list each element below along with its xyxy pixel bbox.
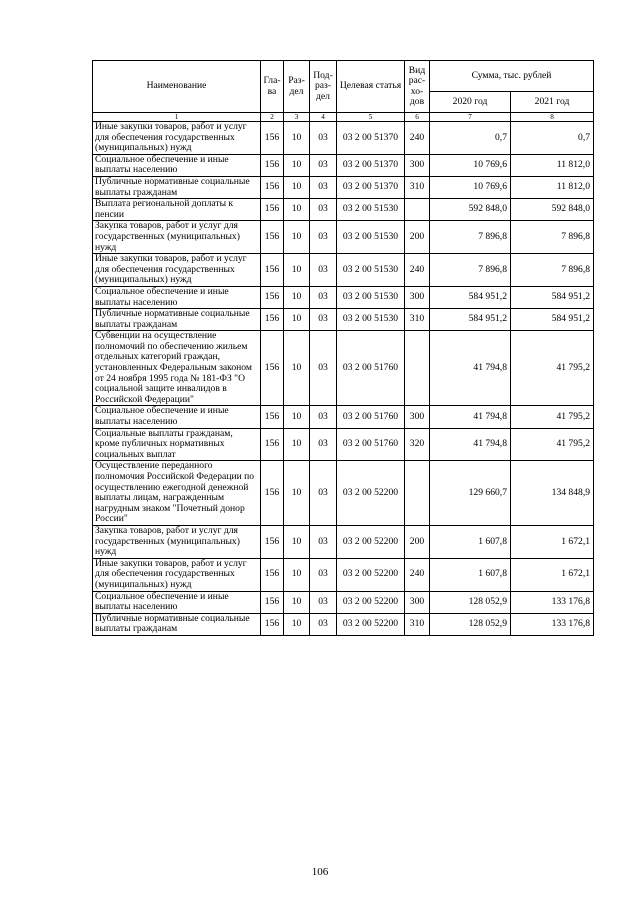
row-target: 03 2 00 52200 — [337, 613, 405, 635]
row-section: 10 — [284, 176, 310, 198]
row-target: 03 2 00 51530 — [337, 254, 405, 287]
row-expense-type: 320 — [405, 428, 430, 461]
row-section: 10 — [284, 331, 310, 406]
row-name: Иные закупки товаров, работ и услуг для обеспечения государственных (муниципальных) нужд — [93, 254, 261, 287]
row-subsection: 03 — [310, 286, 337, 308]
row-amount-2020: 7 896,8 — [430, 221, 511, 254]
row-chapter: 156 — [261, 254, 284, 287]
row-name: Социальное обеспечение и иные выплаты населению — [93, 286, 261, 308]
header-expense-type: Вид рас-хо-дов — [405, 61, 430, 113]
row-subsection: 03 — [310, 199, 337, 221]
row-expense-type: 300 — [405, 591, 430, 613]
column-number: 7 — [430, 113, 511, 122]
row-chapter: 156 — [261, 591, 284, 613]
table-row — [93, 558, 594, 591]
column-number: 2 — [261, 113, 284, 122]
column-number: 8 — [511, 113, 594, 122]
row-name: Социальные выплаты гражданам, кроме публичных нормативных социальных выплат — [93, 428, 261, 461]
row-subsection: 03 — [310, 176, 337, 198]
row-expense-type: 200 — [405, 525, 430, 558]
row-name: Публичные нормативные социальные выплаты гражданам — [93, 613, 261, 635]
row-section: 10 — [284, 613, 310, 635]
row-section: 10 — [284, 591, 310, 613]
row-amount-2021: 584 951,2 — [511, 286, 594, 308]
row-chapter: 156 — [261, 428, 284, 461]
table-row — [93, 309, 594, 331]
row-amount-2021: 41 795,2 — [511, 406, 594, 428]
row-subsection: 03 — [310, 406, 337, 428]
table-row — [93, 331, 594, 406]
row-amount-2020: 129 660,7 — [430, 461, 511, 526]
row-amount-2021: 7 896,8 — [511, 221, 594, 254]
row-subsection: 03 — [310, 613, 337, 635]
table-row — [93, 122, 594, 155]
header-year-2020: 2020 год — [430, 92, 511, 113]
header-chapter: Гла-ва — [261, 61, 284, 113]
table-row — [93, 461, 594, 526]
row-expense-type: 300 — [405, 154, 430, 176]
row-name: Выплата региональной доплаты к пенсии — [93, 199, 261, 221]
row-target: 03 2 00 51760 — [337, 406, 405, 428]
row-target: 03 2 00 51530 — [337, 309, 405, 331]
row-target: 03 2 00 51370 — [337, 154, 405, 176]
row-target: 03 2 00 51530 — [337, 199, 405, 221]
row-amount-2020: 41 794,8 — [430, 428, 511, 461]
row-chapter: 156 — [261, 309, 284, 331]
row-expense-type: 310 — [405, 309, 430, 331]
row-amount-2020: 584 951,2 — [430, 309, 511, 331]
row-name: Осуществление переданного полномочия Российской Федерации по осуществлению ежегодной денежной выплаты лицам, награжденным нагрудным знаком "Почетный донор России" — [93, 461, 261, 526]
row-amount-2021: 134 848,9 — [511, 461, 594, 526]
row-expense-type: 240 — [405, 254, 430, 287]
row-amount-2021: 1 672,1 — [511, 525, 594, 558]
row-name: Публичные нормативные социальные выплаты гражданам — [93, 309, 261, 331]
row-section: 10 — [284, 406, 310, 428]
row-subsection: 03 — [310, 461, 337, 526]
row-amount-2021: 7 896,8 — [511, 254, 594, 287]
row-expense-type: 240 — [405, 122, 430, 155]
row-subsection: 03 — [310, 428, 337, 461]
row-expense-type: 300 — [405, 286, 430, 308]
table-body — [93, 122, 594, 636]
row-expense-type: 200 — [405, 221, 430, 254]
budget-table — [92, 60, 594, 636]
row-amount-2021: 0,7 — [511, 122, 594, 155]
header-year-2021: 2021 год — [511, 92, 594, 113]
row-amount-2020: 41 794,8 — [430, 406, 511, 428]
row-chapter: 156 — [261, 221, 284, 254]
row-amount-2020: 10 769,6 — [430, 176, 511, 198]
row-amount-2020: 584 951,2 — [430, 286, 511, 308]
column-number: 1 — [93, 113, 261, 122]
row-chapter: 156 — [261, 613, 284, 635]
row-chapter: 156 — [261, 461, 284, 526]
row-target: 03 2 00 52200 — [337, 525, 405, 558]
row-amount-2020: 41 794,8 — [430, 331, 511, 406]
column-number: 5 — [337, 113, 405, 122]
row-amount-2020: 7 896,8 — [430, 254, 511, 287]
row-expense-type — [405, 199, 430, 221]
row-amount-2021: 133 176,8 — [511, 613, 594, 635]
row-target: 03 2 00 51530 — [337, 286, 405, 308]
row-section: 10 — [284, 461, 310, 526]
row-target: 03 2 00 51760 — [337, 331, 405, 406]
row-chapter: 156 — [261, 122, 284, 155]
row-amount-2021: 41 795,2 — [511, 331, 594, 406]
row-chapter: 156 — [261, 286, 284, 308]
row-target: 03 2 00 51370 — [337, 122, 405, 155]
row-name: Социальное обеспечение и иные выплаты населению — [93, 154, 261, 176]
row-expense-type — [405, 461, 430, 526]
row-section: 10 — [284, 221, 310, 254]
table-row — [93, 176, 594, 198]
row-expense-type: 310 — [405, 176, 430, 198]
row-name: Социальное обеспечение и иные выплаты населению — [93, 591, 261, 613]
row-amount-2021: 11 812,0 — [511, 176, 594, 198]
row-amount-2020: 10 769,6 — [430, 154, 511, 176]
row-section: 10 — [284, 309, 310, 331]
row-expense-type — [405, 331, 430, 406]
column-number: 3 — [284, 113, 310, 122]
row-amount-2020: 1 607,8 — [430, 525, 511, 558]
header-subsection: Под-раз-дел — [310, 61, 337, 113]
row-amount-2021: 11 812,0 — [511, 154, 594, 176]
row-target: 03 2 00 52200 — [337, 461, 405, 526]
row-target: 03 2 00 51760 — [337, 428, 405, 461]
header-name: Наименование — [93, 61, 261, 113]
row-subsection: 03 — [310, 558, 337, 591]
row-expense-type: 240 — [405, 558, 430, 591]
row-chapter: 156 — [261, 406, 284, 428]
row-subsection: 03 — [310, 591, 337, 613]
table-row — [93, 525, 594, 558]
row-subsection: 03 — [310, 331, 337, 406]
row-name: Иные закупки товаров, работ и услуг для обеспечения государственных (муниципальных) нужд — [93, 558, 261, 591]
row-amount-2020: 0,7 — [430, 122, 511, 155]
row-subsection: 03 — [310, 221, 337, 254]
table-row — [93, 286, 594, 308]
row-section: 10 — [284, 154, 310, 176]
table-row — [93, 199, 594, 221]
row-target: 03 2 00 52200 — [337, 558, 405, 591]
row-section: 10 — [284, 254, 310, 287]
row-amount-2020: 128 052,9 — [430, 613, 511, 635]
row-name: Публичные нормативные социальные выплаты гражданам — [93, 176, 261, 198]
row-section: 10 — [284, 558, 310, 591]
table-row — [93, 406, 594, 428]
table-row — [93, 154, 594, 176]
row-name: Субвенции на осуществление полномочий по обеспечению жильем отдельных категорий граждан, установленных Федеральным законом от 24 ноября 1995 года № 181-ФЗ "О социальной защите инвалидов в Российской Федерации" — [93, 331, 261, 406]
table-row — [93, 613, 594, 635]
table-row — [93, 428, 594, 461]
row-chapter: 156 — [261, 154, 284, 176]
row-chapter: 156 — [261, 525, 284, 558]
row-name: Закупка товаров, работ и услуг для государственных (муниципальных) нужд — [93, 221, 261, 254]
header-section: Раз-дел — [284, 61, 310, 113]
row-amount-2020: 592 848,0 — [430, 199, 511, 221]
row-section: 10 — [284, 525, 310, 558]
row-section: 10 — [284, 286, 310, 308]
page-number: 106 — [311, 866, 329, 878]
row-subsection: 03 — [310, 122, 337, 155]
row-expense-type: 300 — [405, 406, 430, 428]
row-amount-2021: 41 795,2 — [511, 428, 594, 461]
row-amount-2021: 584 951,2 — [511, 309, 594, 331]
row-expense-type: 310 — [405, 613, 430, 635]
row-target: 03 2 00 51370 — [337, 176, 405, 198]
row-amount-2021: 1 672,1 — [511, 558, 594, 591]
row-amount-2020: 128 052,9 — [430, 591, 511, 613]
row-chapter: 156 — [261, 199, 284, 221]
header-sum: Сумма, тыс. рублей — [430, 61, 594, 92]
row-chapter: 156 — [261, 176, 284, 198]
row-target: 03 2 00 52200 — [337, 591, 405, 613]
row-name: Закупка товаров, работ и услуг для государственных (муниципальных) нужд — [93, 525, 261, 558]
row-amount-2021: 592 848,0 — [511, 199, 594, 221]
row-subsection: 03 — [310, 154, 337, 176]
row-chapter: 156 — [261, 558, 284, 591]
column-number: 6 — [405, 113, 430, 122]
row-chapter: 156 — [261, 331, 284, 406]
row-subsection: 03 — [310, 254, 337, 287]
row-subsection: 03 — [310, 309, 337, 331]
row-amount-2020: 1 607,8 — [430, 558, 511, 591]
table-row — [93, 254, 594, 287]
column-number: 4 — [310, 113, 337, 122]
row-subsection: 03 — [310, 525, 337, 558]
row-section: 10 — [284, 122, 310, 155]
header-target: Целевая статья — [337, 61, 405, 113]
table-row — [93, 591, 594, 613]
row-name: Социальное обеспечение и иные выплаты населению — [93, 406, 261, 428]
row-amount-2021: 133 176,8 — [511, 591, 594, 613]
row-section: 10 — [284, 199, 310, 221]
row-section: 10 — [284, 428, 310, 461]
row-name: Иные закупки товаров, работ и услуг для обеспечения государственных (муниципальных) нужд — [93, 122, 261, 155]
table-header — [93, 61, 594, 122]
table-row — [93, 221, 594, 254]
row-target: 03 2 00 51530 — [337, 221, 405, 254]
